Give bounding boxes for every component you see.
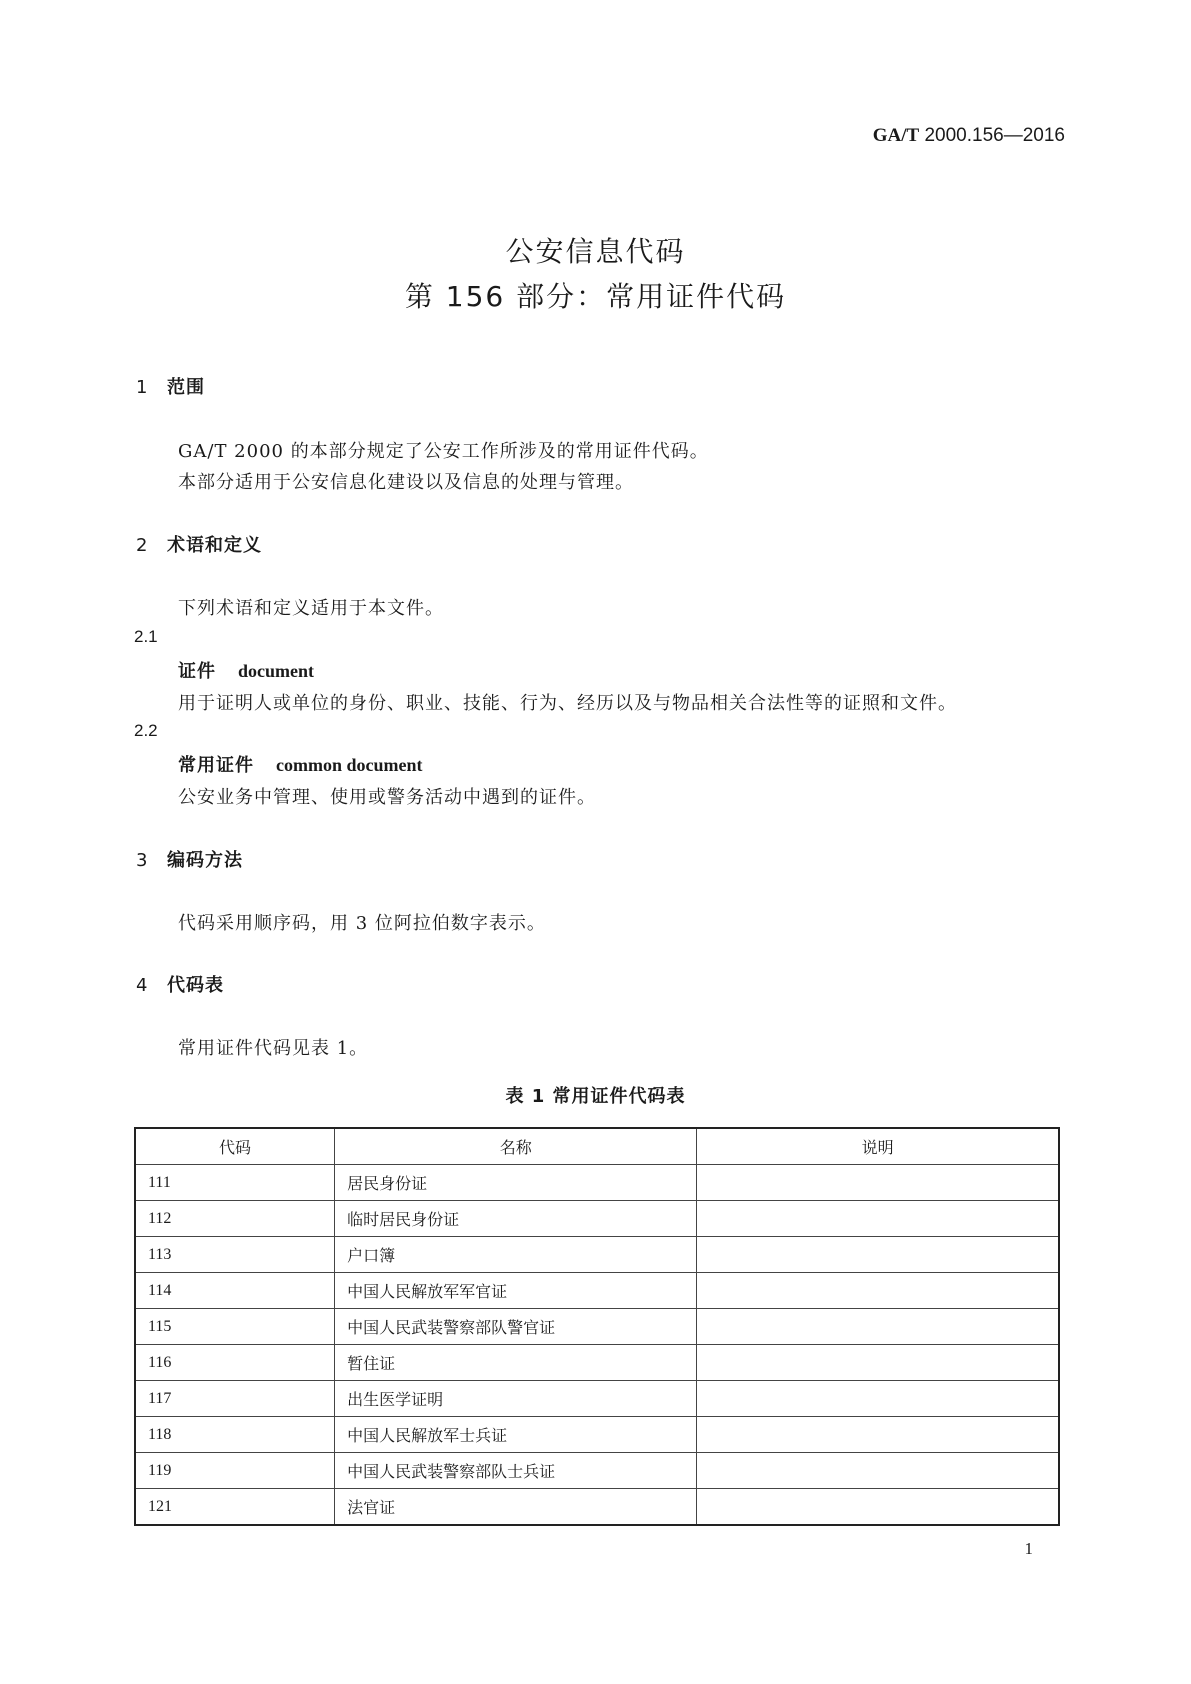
table-row <box>135 1417 1059 1453</box>
table-row <box>135 1165 1059 1201</box>
section-3-paragraph: 代码采用顺序码，用 3 位阿拉伯数字表示。 <box>178 913 546 934</box>
column-header-name: 名称 <box>335 1128 697 1165</box>
name-cell: 法官证 <box>335 1489 697 1526</box>
clause-number: 2.1 <box>134 627 158 646</box>
column-header-note: 说明 <box>697 1128 1059 1165</box>
column-header-code: 代码 <box>135 1128 335 1165</box>
note-cell <box>697 1345 1059 1381</box>
table-row <box>135 1489 1059 1526</box>
code-cell: 118 <box>135 1417 335 1453</box>
name-cell: 中国人民解放军军官证 <box>335 1273 697 1309</box>
name-cell: 临时居民身份证 <box>335 1201 697 1237</box>
note-cell <box>697 1453 1059 1489</box>
name-cell: 户口簿 <box>335 1237 697 1273</box>
section-1-heading: 1 范围 <box>136 377 205 398</box>
code-cell: 117 <box>135 1381 335 1417</box>
code-cell: 112 <box>135 1201 335 1237</box>
name-cell: 中国人民解放军士兵证 <box>335 1417 697 1453</box>
name-cell: 中国人民武装警察部队士兵证 <box>335 1453 697 1489</box>
name-cell: 居民身份证 <box>335 1165 697 1201</box>
name-cell: 出生医学证明 <box>335 1381 697 1417</box>
section-1-paragraph-2: 本部分适用于公安信息化建设以及信息的处理与管理。 <box>178 472 634 493</box>
table-header-row <box>135 1128 1059 1165</box>
section-3-heading: 3 编码方法 <box>136 850 243 871</box>
note-cell <box>697 1381 1059 1417</box>
code-cell: 114 <box>135 1273 335 1309</box>
table-row <box>135 1273 1059 1309</box>
code-cell: 111 <box>135 1165 335 1201</box>
note-cell <box>697 1489 1059 1526</box>
term-definition: 公安业务中管理、使用或警务活动中遇到的证件。 <box>178 787 596 808</box>
name-cell: 暂住证 <box>335 1345 697 1381</box>
note-cell <box>697 1165 1059 1201</box>
code-cell: 113 <box>135 1237 335 1273</box>
term-entry: 常用证件 common document <box>178 755 423 776</box>
section-4-heading: 4 代码表 <box>136 975 224 996</box>
code-cell: 121 <box>135 1489 335 1526</box>
name-cell: 中国人民武装警察部队警官证 <box>335 1309 697 1345</box>
section-2-intro: 下列术语和定义适用于本文件。 <box>178 598 444 619</box>
term-definition: 用于证明人或单位的身份、职业、技能、行为、经历以及与物品相关合法性等的证照和文件。 <box>178 693 957 714</box>
note-cell <box>697 1417 1059 1453</box>
table-caption: 表 1 常用证件代码表 <box>505 1086 686 1107</box>
note-cell <box>697 1273 1059 1309</box>
note-cell <box>697 1237 1059 1273</box>
page-number: 1 <box>1024 1539 1033 1558</box>
table-row <box>135 1453 1059 1489</box>
term-entry: 证件 document <box>178 661 314 682</box>
standard-number: GA/T 2000.156—2016 <box>872 125 1065 146</box>
section-2-heading: 2 术语和定义 <box>136 535 262 556</box>
code-cell: 116 <box>135 1345 335 1381</box>
table-row <box>135 1237 1059 1273</box>
clause-number: 2.2 <box>134 721 158 740</box>
document-subtitle: 第 156 部分：常用证件代码 <box>404 280 787 313</box>
section-4-paragraph: 常用证件代码见表 1。 <box>178 1038 369 1059</box>
code-cell: 115 <box>135 1309 335 1345</box>
code-table <box>134 1127 1060 1526</box>
note-cell <box>697 1309 1059 1345</box>
document-title: 公安信息代码 <box>505 235 686 268</box>
note-cell <box>697 1201 1059 1237</box>
table-row <box>135 1201 1059 1237</box>
table-row <box>135 1309 1059 1345</box>
section-1-paragraph-1: GA/T 2000 的本部分规定了公安工作所涉及的常用证件代码。 <box>178 441 709 462</box>
table-row <box>135 1345 1059 1381</box>
table-row <box>135 1381 1059 1417</box>
code-cell: 119 <box>135 1453 335 1489</box>
